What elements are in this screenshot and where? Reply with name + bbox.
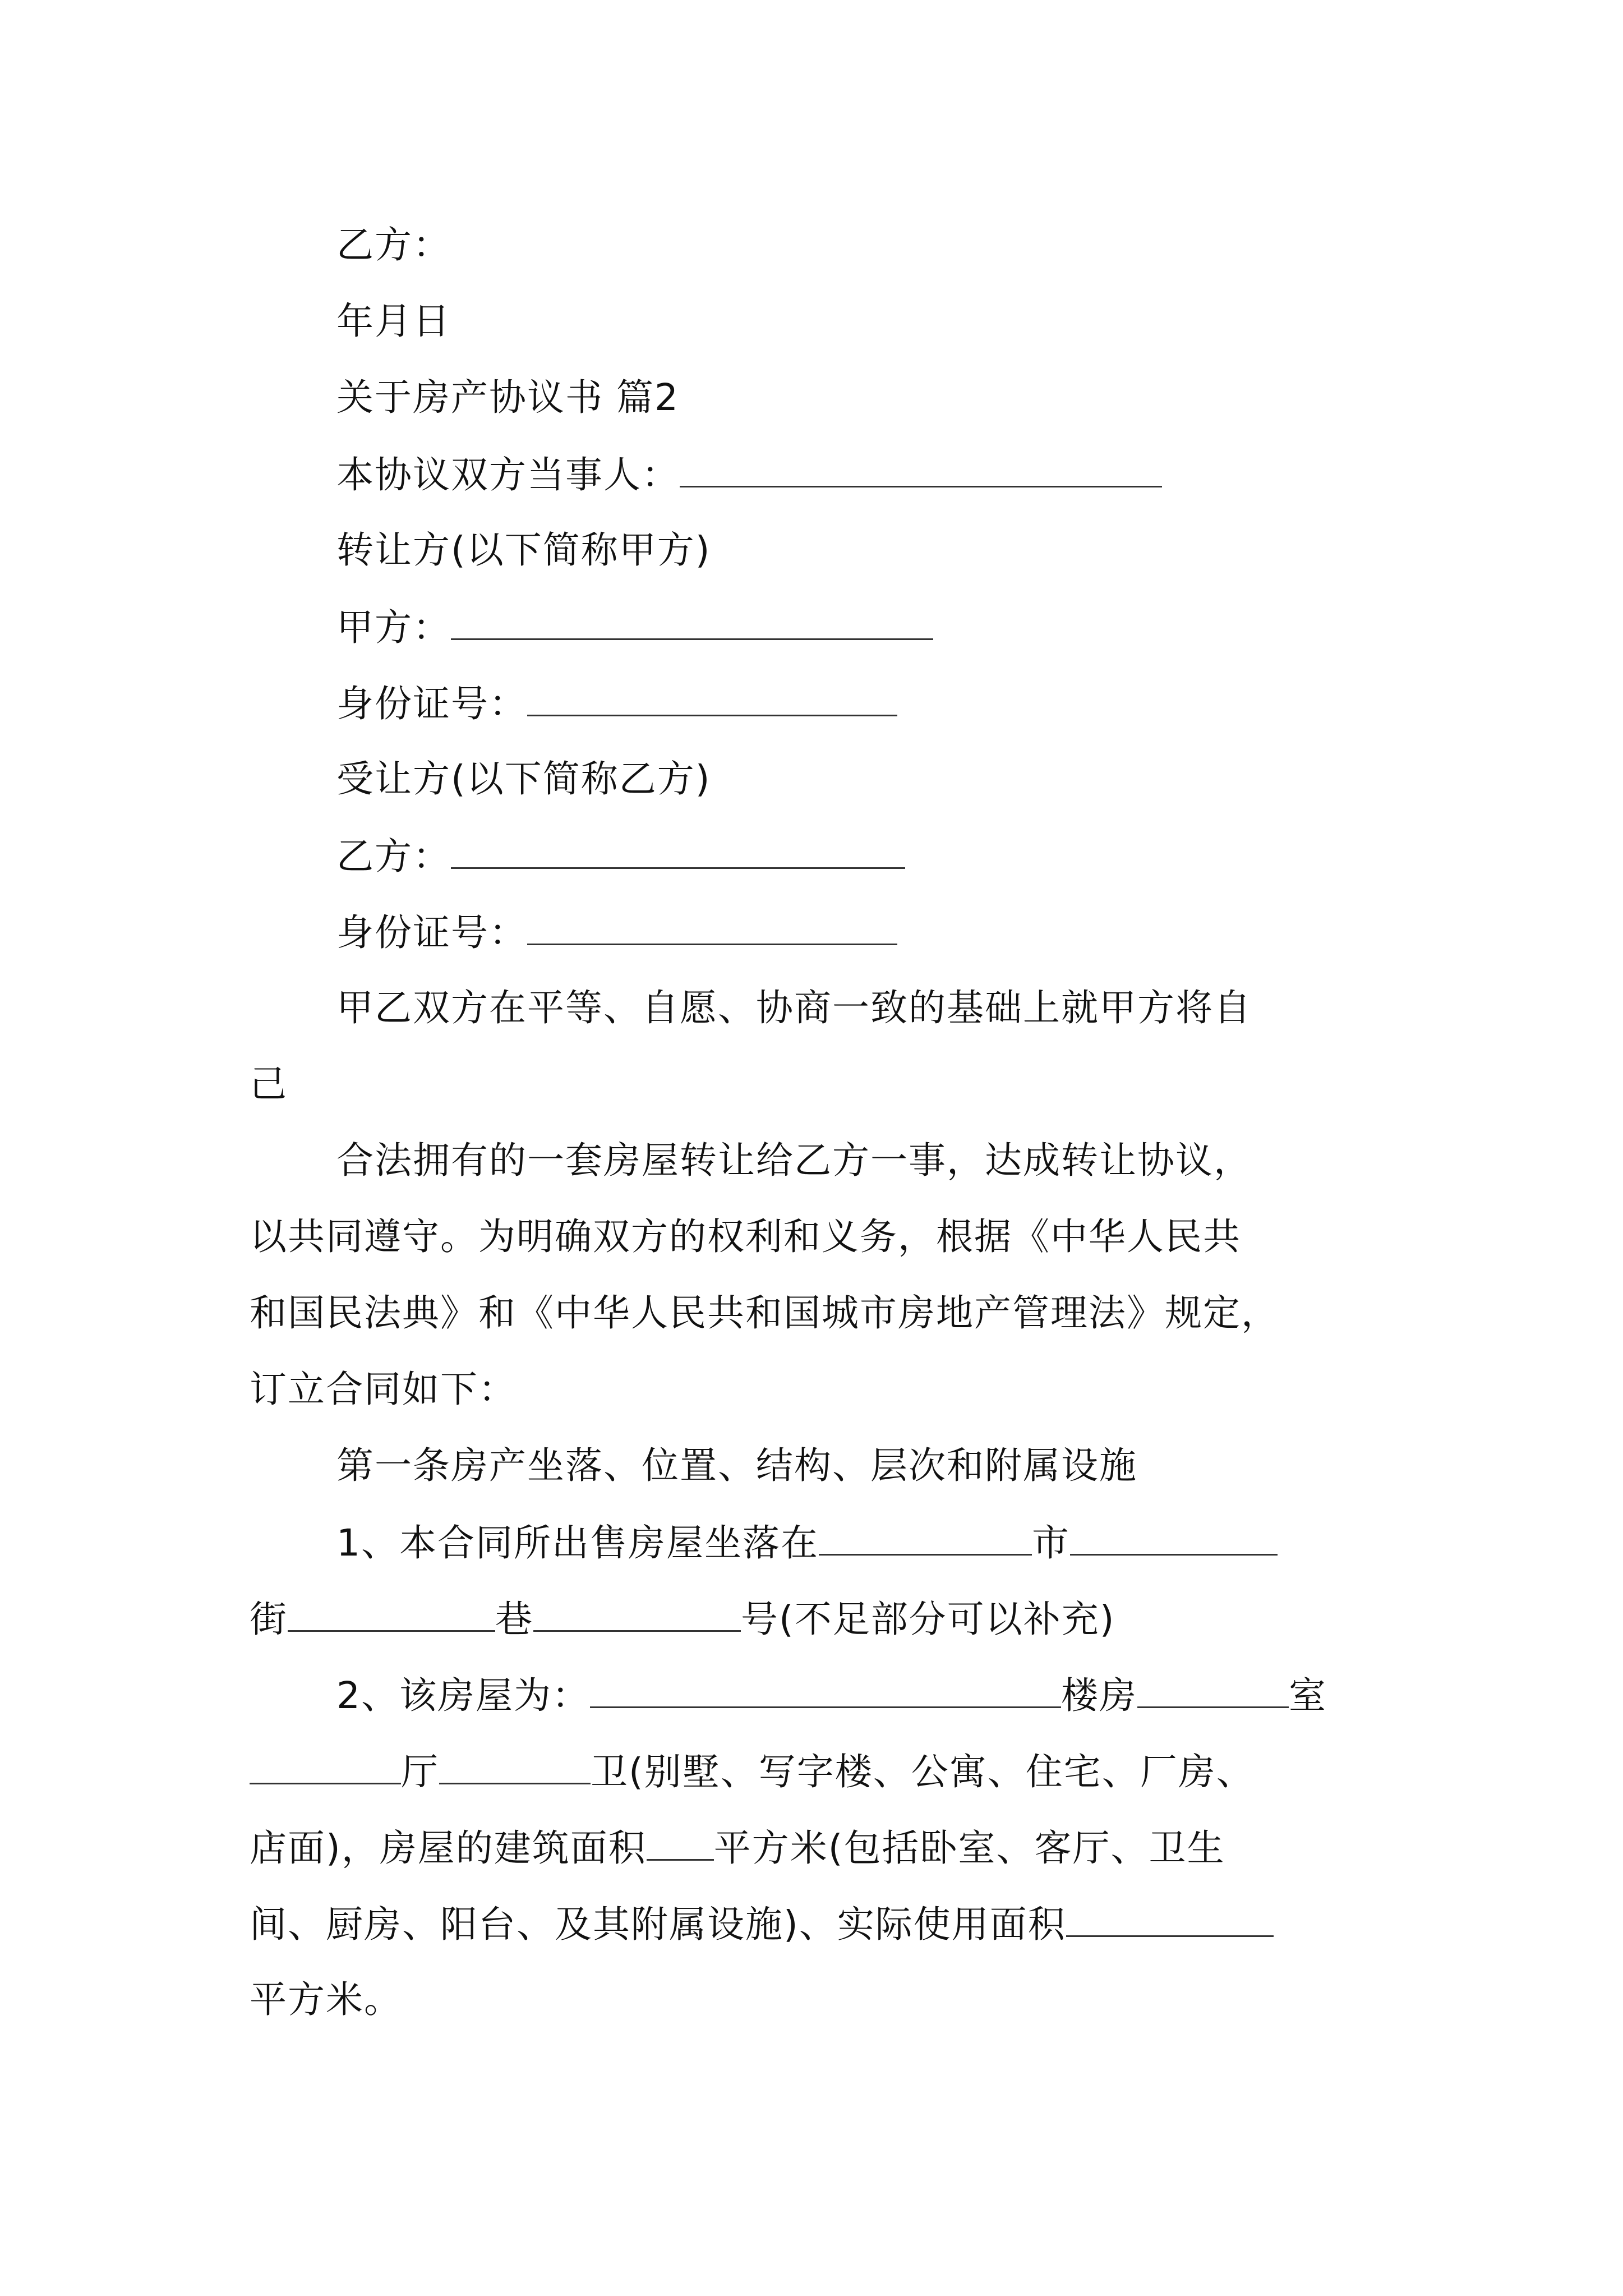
transferee-text: 受让方(以下简称乙方): [336, 757, 711, 800]
clause-2-line-4: [250, 1898, 1274, 1950]
building-area-label: 店面)，房屋的建筑面积: [250, 1826, 647, 1870]
building-type-blank: [590, 1669, 1061, 1708]
article-1-heading: [336, 1441, 1137, 1491]
paragraph-2-text-1: 合法拥有的一套房屋转让给乙方一事，达成转让协议，: [336, 1139, 1252, 1182]
transferee-line: [336, 754, 711, 804]
district-blank: [1070, 1517, 1278, 1556]
id-number-label-2: 身份证号：: [336, 911, 527, 954]
number-suffix: 号(不足部分可以补充): [741, 1598, 1115, 1641]
date-text: 年月日: [336, 300, 451, 343]
paragraph-2-text-4: 订立合同如下：: [250, 1368, 517, 1411]
section-title: [336, 372, 679, 423]
transferor-line: [336, 525, 711, 576]
street-label: 街: [250, 1598, 288, 1641]
jiafang-line: [336, 601, 933, 653]
id-number-label-1: 身份证号：: [336, 682, 527, 725]
id-number-blank-2: [527, 907, 897, 945]
id-number-line-1: [336, 678, 897, 729]
room-blank: [1137, 1669, 1289, 1708]
street-blank: [288, 1593, 495, 1632]
clause-2-line-2: [250, 1746, 1255, 1797]
paragraph-2-text-2: 以共同遵守。为明确双方的权利和义务，根据《中华人民共: [250, 1215, 1241, 1258]
yifang-label: 乙方：: [336, 835, 451, 878]
usable-area-blank: [1066, 1898, 1274, 1937]
building-area-blank: [647, 1822, 714, 1861]
hall-label: 厅: [401, 1750, 439, 1793]
bath-types-text: 卫(别墅、写字楼、公寓、住宅、厂房、: [591, 1750, 1255, 1793]
paragraph-1-text-2: 己: [250, 1062, 288, 1106]
paragraph-1-line-1: [336, 983, 1252, 1033]
paragraph-2-line-3: [250, 1288, 1279, 1338]
date-line: [336, 296, 451, 347]
hall-count-blank: [250, 1746, 401, 1784]
clause-2-line-3: [250, 1822, 1225, 1874]
paragraph-2-text-3: 和国民法典》和《中华人民共和国城市房地产管理法》规定，: [250, 1291, 1279, 1335]
yifang-sign-line: [336, 220, 451, 270]
paragraph-2-line-1: [336, 1135, 1252, 1186]
section-title-text: 关于房产协议书 篇2: [336, 376, 679, 419]
jiafang-label: 甲方：: [336, 606, 451, 649]
clause-2-line-1: [336, 1669, 1327, 1721]
yifang-blank: [451, 830, 905, 869]
city-label: 市: [1032, 1521, 1070, 1565]
lane-blank: [533, 1593, 741, 1632]
id-number-blank-1: [527, 678, 897, 716]
paragraph-1-text-1: 甲乙双方在平等、自愿、协商一致的基础上就甲方将自: [336, 986, 1252, 1029]
parties-blank: [680, 449, 1162, 487]
lane-label: 巷: [495, 1598, 533, 1641]
usable-area-unit: 平方米。: [250, 1978, 402, 2021]
city-blank: [819, 1517, 1032, 1556]
transferor-text: 转让方(以下简称甲方): [336, 528, 711, 572]
parties-line: [336, 449, 1162, 500]
paragraph-2-line-4: [250, 1364, 517, 1415]
bath-count-blank: [439, 1746, 591, 1784]
yifang-line: [336, 830, 905, 882]
clause-1-line-1: [336, 1517, 1278, 1568]
usable-area-label: 间、厨房、阳台、及其附属设施)、实际使用面积: [250, 1903, 1066, 1946]
clause-1-line-2: [250, 1593, 1115, 1645]
room-label: 室: [1289, 1674, 1327, 1717]
article-1-text: 第一条房产坐落、位置、结构、层次和附属设施: [336, 1444, 1137, 1487]
parties-label: 本协议双方当事人：: [336, 453, 680, 496]
building-area-unit: 平方米(包括卧室、客厅、卫生: [713, 1826, 1225, 1870]
clause-1-prefix: 1、本合同所出售房屋坐落在: [336, 1521, 819, 1565]
yifang-sign-text: 乙方：: [336, 223, 451, 266]
jiafang-blank: [451, 601, 933, 640]
id-number-line-2: [336, 907, 897, 958]
clause-2-prefix: 2、该房屋为：: [336, 1674, 590, 1717]
paragraph-1-line-2: [250, 1059, 288, 1110]
paragraph-2-line-2: [250, 1212, 1241, 1262]
clause-2-line-5: [250, 1975, 402, 2025]
building-label: 楼房: [1061, 1674, 1137, 1717]
